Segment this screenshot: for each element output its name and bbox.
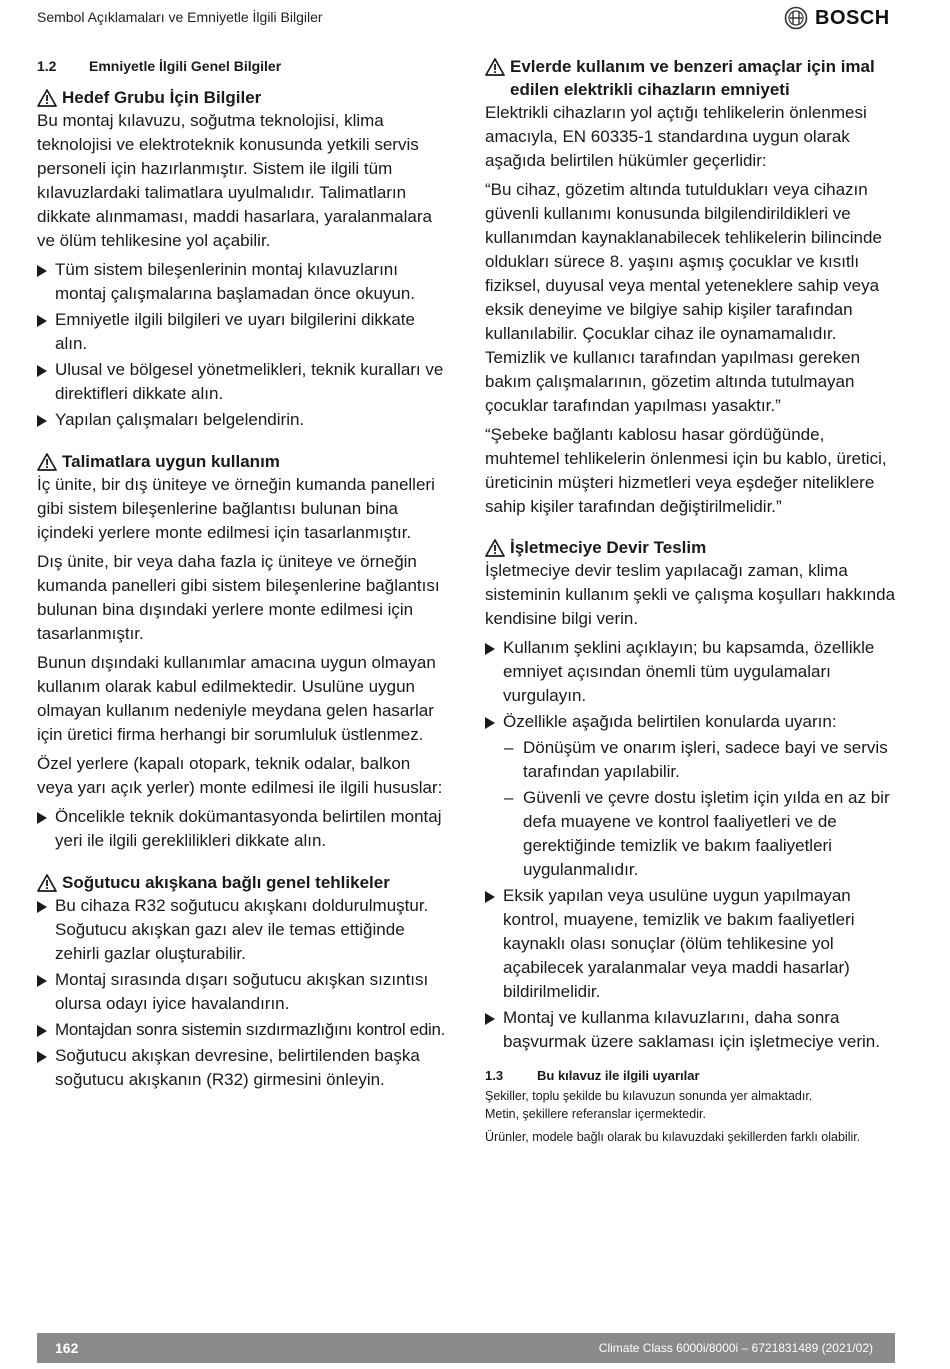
list-item xyxy=(37,1018,449,1042)
section-number: 1.2 xyxy=(37,58,57,74)
list-item xyxy=(37,358,449,406)
list-item xyxy=(485,710,900,734)
list-item-text: Kullanım şeklini açıklayın; bu kapsamda, özellikle emniyet açısından önemli tüm uygulamaları vurgulayın. xyxy=(503,638,875,705)
section-number: 1.3 xyxy=(485,1068,504,1083)
triangle-bullet-icon xyxy=(37,1051,47,1063)
warning-triangle-icon xyxy=(485,539,505,557)
triangle-bullet-icon xyxy=(37,315,47,327)
list-item-text: Dönüşüm ve onarım işleri, sadece bayi ve servis tarafından yapılabilir. xyxy=(523,738,888,781)
list-item xyxy=(37,258,449,306)
list-item-text: Emniyetle ilgili bilgileri ve uyarı bilgilerini dikkate alın. xyxy=(55,310,415,353)
list-item-text: Ulusal ve bölgesel yönetmelikleri, teknik kuralları ve direktifleri dikkate alın. xyxy=(55,360,444,403)
intended-use-paragraph: Bunun dışındaki kullanımlar amacına uygun olmayan kullanım olarak kabul edilmektedir. Usulüne uygun olmayan kullanım nedeniyle meydana gelen hasarlar için üretici firma herhangi bir sorumluluk üstlenmez. xyxy=(37,653,436,744)
heading-text: Talimatlara uygun kullanım xyxy=(62,452,280,471)
list-item-text: Yapılan çalışmaları belgelendirin. xyxy=(55,410,305,429)
triangle-bullet-icon xyxy=(37,975,47,987)
warning-triangle-icon xyxy=(37,89,57,107)
target-group-list xyxy=(37,258,449,432)
section-title: Emniyetle İlgili Genel Bilgiler xyxy=(89,58,282,74)
list-item xyxy=(37,408,449,432)
heading-line: Evlerde kullanım ve benzeri amaçlar için imal xyxy=(510,57,875,76)
dash-marker: – xyxy=(504,788,514,807)
intended-use-paragraph: Özel yerlere (kapalı otopark, teknik odalar, balkon veya yarı açık yerler) monte edilmesi ile ilgili hususlar: xyxy=(37,754,443,797)
refrigerant-list xyxy=(37,894,449,1092)
list-item-text: Montaj ve kullanma kılavuzlarını, daha sonra başvurmak üzere saklaması için işletmeciye verin. xyxy=(503,1008,880,1051)
intended-use-list xyxy=(37,805,449,853)
section-title: Bu kılavuz ile ilgili uyarılar xyxy=(537,1068,700,1083)
list-item xyxy=(37,894,449,966)
intended-use-paragraph: İç ünite, bir dış üniteye ve örneğin kumanda panelleri gibi sistem bileşenlerine bağlantısı bulunan bina içindeki yerlere monte edilmesi için tasarlanmıştır. xyxy=(37,475,435,542)
handover-heading xyxy=(485,536,900,559)
list-item xyxy=(37,968,449,1016)
household-quote: “Bu cihaz, gözetim altında tutuldukları veya cihazın güvenli kullanımı konusunda bilgilendirildikleri ve kullanımdan kaynaklanabilecek tehlikelerin bilincinde oldukları sürece 8. yaşını aşmış çocuklar ve kısıtlı fiziksel, duyusal veya mental yeteneklere sahip veya eksik deneyime ve bilgiye sahip kişiler tarafından kullanılabilir. Çocuklar cihaz ile oynamamalıdır. Temizlik ve kullanıcı tarafından yapılması gereken bakım çalışmalarının, gözetim altında tutulmayan çocuklar tarafından yapılması yasaktır.” xyxy=(485,180,882,415)
triangle-bullet-icon xyxy=(37,415,47,427)
triangle-bullet-icon xyxy=(37,901,47,913)
right-column xyxy=(485,55,900,1146)
triangle-bullet-icon xyxy=(485,717,495,729)
target-group-paragraph: Bu montaj kılavuzu, soğutma teknolojisi, klima teknolojisi ve elektroteknik konusunda yetkili servis personeli için hazırlanmıştır. Sistem ile ilgili tüm kılavuzlardaki talimatlara uyulmalıdır. Talimatların dikkate alınmaması, maddi hasarlara, yaralanmalara ve ölüm tehlikesine yol açabilir. xyxy=(37,111,432,250)
left-column xyxy=(37,55,449,1098)
section-heading-1-2 xyxy=(37,58,449,74)
sub-list-item xyxy=(485,736,900,784)
target-group-heading xyxy=(37,86,449,109)
document-reference: Climate Class 6000i/8000i – 6721831489 (2021/02) xyxy=(598,1341,873,1355)
warning-triangle-icon xyxy=(37,453,57,471)
heading-text: Soğutucu akışkana bağlı genel tehlikeler xyxy=(62,873,390,892)
intended-use-heading xyxy=(37,450,449,473)
warning-triangle-icon xyxy=(485,58,505,76)
list-item-text: Özellikle aşağıda belirtilen konularda uyarın: xyxy=(503,712,837,731)
heading-text: Hedef Grubu İçin Bilgiler xyxy=(62,88,262,107)
brand-wordmark: BOSCH xyxy=(815,6,890,29)
list-item-text: Tüm sistem bileşenlerinin montaj kılavuzlarını montaj çalışmalarına başlamadan önce okuyun. xyxy=(55,260,416,303)
section-heading-1-3 xyxy=(485,1068,900,1083)
list-item-text: Öncelikle teknik dokümantasyonda belirtilen montaj yeri ile ilgili gereklilikleri dikkate alın. xyxy=(55,807,442,850)
heading-line: edilen elektrikli cihazların emniyeti xyxy=(510,80,790,99)
notes-line: Ürünler, modele bağlı olarak bu kılavuzdaki şekillerden farklı olabilir. xyxy=(485,1130,861,1144)
list-item-text: Güvenli ve çevre dostu işletim için yılda en az bir defa muayene ve kontrol faaliyetleri ve de gerektiğinde temizlik ve bakım faaliyetleri uygulanmalıdır. xyxy=(523,788,890,879)
bosch-logo xyxy=(784,6,890,30)
dash-marker: – xyxy=(504,738,514,757)
list-item xyxy=(485,884,900,1004)
list-item-text: Bu cihaza R32 soğutucu akışkanı doldurulmuştur. Soğutucu akışkan gazı alev ile temas ettiğinde zehirli gazlar oluşturabilir. xyxy=(55,896,429,963)
list-item xyxy=(37,308,449,356)
list-item xyxy=(37,1044,449,1092)
running-header: Sembol Açıklamaları ve Emniyetle İlgili Bilgiler xyxy=(37,9,323,25)
warning-triangle-icon xyxy=(37,874,57,892)
triangle-bullet-icon xyxy=(485,1013,495,1025)
heading-text: İşletmeciye Devir Teslim xyxy=(510,538,707,557)
list-item-text: Eksik yapılan veya usulüne uygun yapılmayan kontrol, muayene, temizlik ve bakım faaliyetleri kaynaklı olası sonuçlar (ölüm tehlikesine yol açabilecek yaralanmalar veya maddi hasarlar) bildirilmelidir. xyxy=(503,886,855,1001)
triangle-bullet-icon xyxy=(37,1025,47,1037)
page-footer xyxy=(37,1333,895,1363)
page-number: 162 xyxy=(55,1340,79,1356)
sub-list-item xyxy=(485,786,900,882)
list-item xyxy=(485,1006,900,1054)
household-safety-heading xyxy=(485,55,900,101)
household-paragraph: Elektrikli cihazların yol açtığı tehlikelerin önlenmesi amacıyla, EN 60335-1 standardına uygun olarak aşağıda belirtilen hükümler geçerlidir: xyxy=(485,103,867,170)
heading-text xyxy=(510,55,875,101)
list-item-text: Montaj sırasında dışarı soğutucu akışkan sızıntısı olursa odayı iyice havalandırın. xyxy=(55,970,429,1013)
triangle-bullet-icon xyxy=(37,812,47,824)
triangle-bullet-icon xyxy=(485,891,495,903)
notes-line: Şekiller, toplu şekilde bu kılavuzun sonunda yer almaktadır. xyxy=(485,1089,813,1103)
household-quote: “Şebeke bağlantı kablosu hasar gördüğünde, muhtemel tehlikelerin önlenmesi için bu kablo, üretici, üreticinin müşteri hizmetleri veya eşdeğer niteliklere sahip kişiler tarafından değiştirilmelidir.” xyxy=(485,425,887,516)
list-item xyxy=(37,805,449,853)
handover-paragraph: İşletmeciye devir teslim yapılacağı zaman, klima sisteminin kullanım şekli ve çalışma koşulları hakkında kendisine bilgi verin. xyxy=(485,561,896,628)
refrigerant-hazards-heading xyxy=(37,871,449,894)
list-item-text: Montajdan sonra sistemin sızdırmazlığını kontrol edin. xyxy=(55,1020,446,1039)
list-item xyxy=(485,636,900,708)
bosch-armature-icon xyxy=(784,6,808,30)
triangle-bullet-icon xyxy=(485,643,495,655)
handover-list xyxy=(485,636,900,1054)
triangle-bullet-icon xyxy=(37,265,47,277)
notes-line: Metin, şekillere referanslar içermektedir. xyxy=(485,1107,706,1121)
list-item-text: Soğutucu akışkan devresine, belirtilenden başka soğutucu akışkanın (R32) girmesini önleyin. xyxy=(55,1046,420,1089)
intended-use-paragraph: Dış ünite, bir veya daha fazla iç üniteye ve örneğin kumanda panelleri gibi sistem bileşenlerine bağlantısı bulunan bina dışındaki yerlere monte edilmesi için tasarlanmıştır. xyxy=(37,552,440,643)
triangle-bullet-icon xyxy=(37,365,47,377)
